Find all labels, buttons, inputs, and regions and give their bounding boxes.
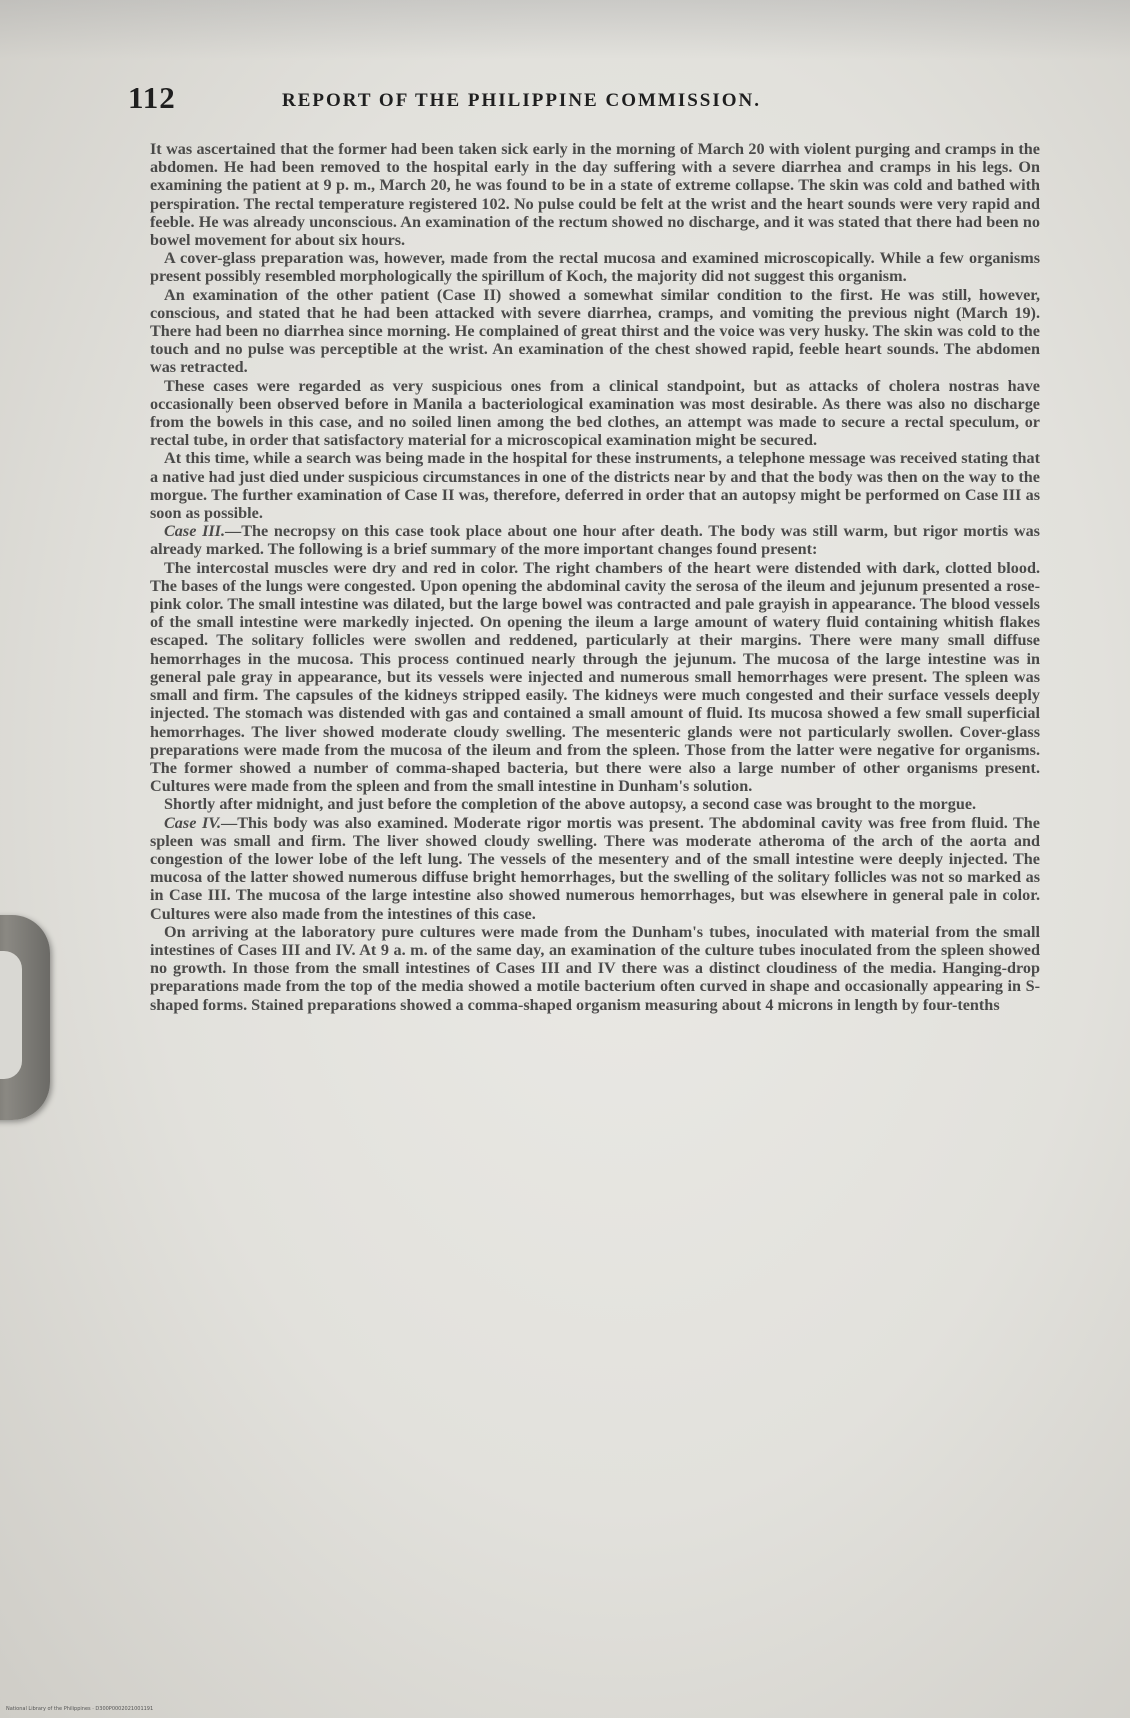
paragraph bbox=[150, 522, 1040, 558]
page-header bbox=[128, 80, 948, 120]
paragraph-text: At this time, while a search was being made in the hospital for these instruments, a telephone message was received stating that a native had just died under suspicious circumstances in one of the districts near by and that the body was then on the way to the morgue. The further examination of Case II was, therefore, deferred in order that an autopsy might be performed on Case III as soon as possible. bbox=[150, 449, 1040, 523]
paragraph-text: A cover-glass preparation was, however, made from the rectal mucosa and examined microscopically. While a few organisms present possibly resembled morphologically the spirillum of Koch, the majority did not suggest this organism. bbox=[150, 249, 1040, 286]
paragraph bbox=[150, 249, 1040, 285]
paragraph-text: The intercostal muscles were dry and red in color. The right chambers of the heart were distended with dark, clotted blood. The bases of the lungs were congested. Upon opening the abdominal cavity the serosa of the ileum and jejunum presented a rose-pink color. The small intestine was dilated, but the large bowel was contracted and pale grayish in appearance. The blood vessels of the small intestine were markedly injected. On opening the ileum a large amount of watery fluid containing whitish flakes escaped. The solitary follicles were swollen and reddened, particularly at their margins. There were many small diffuse hemorrhages in the mucosa. This process continued nearly through the jejunum. The mucosa of the large intestine was in general pale gray in appearance, but its vessels were injected and numerous small hemorrhages were present. The spleen was small and firm. The capsules of the kidneys stripped easily. The kidneys were much congested and their surface vessels deeply injected. The stomach was distended with gas and contained a small amount of fluid. Its mucosa showed a few small superficial hemorrhages. The liver showed moderate cloudy swelling. The mesenteric glands were not particularly swollen. Cover-glass preparations were made from the mucosa of the ileum and from the spleen. Those from the latter were negative for organisms. The former showed a number of comma-shaped bacteria, but there were also a large number of other organisms present. Cultures were made from the spleen and from the small intestine in Dunham's solution. bbox=[150, 558, 1040, 796]
scan-shadow bbox=[0, 0, 1130, 60]
paragraph bbox=[150, 559, 1040, 796]
paragraph bbox=[150, 923, 1040, 1014]
paragraph-text: —This body was also examined. Moderate rigor mortis was present. The abdominal cavity was free from fluid. The spleen was small and firm. The liver showed cloudy swelling. There was moderate atheroma of the arch of the aorta and congestion of the lower lobe of the left lung. The vessels of the mesentery and of the small intestine were deeply injected. The mucosa of the latter showed numerous diffuse bright hemorrhages, but the swelling of the solitary follicles was not so marked as in Case III. The mucosa of the large intestine also showed numerous hemorrhages, but was elsewhere in general pale in color. Cultures were also made from the intestines of this case. bbox=[150, 813, 1040, 923]
body-text bbox=[150, 140, 1040, 1014]
paragraph-text: On arriving at the laboratory pure cultures were made from the Dunham's tubes, inoculated with material from the small intestines of Cases III and IV. At 9 a. m. of the same day, an examination of the culture tubes inoculated from the spleen showed no growth. In those from the small intestines of Cases III and IV there was a distinct cloudiness of the media. Hanging-drop preparations made from the top of the media showed a motile bacterium often curved in shape and occasionally appearing in S-shaped forms. Stained preparations showed a comma-shaped organism measuring about 4 microns in length by four-tenths bbox=[150, 922, 1040, 1014]
case-label: Case III. bbox=[164, 522, 226, 541]
paragraph bbox=[150, 814, 1040, 923]
paragraph bbox=[150, 286, 1040, 377]
paragraph bbox=[150, 449, 1040, 522]
paragraph-text: Shortly after midnight, and just before the completion of the above autopsy, a second case was brought to the morgue. bbox=[164, 795, 977, 814]
paragraph bbox=[150, 795, 1040, 813]
paragraph-text: It was ascertained that the former had been taken sick early in the morning of March 20 with violent purging and cramps in the abdomen. He had been removed to the hospital early in the day suffering with a severe diarrhea and cramps in his legs. On examining the patient at 9 p. m., March 20, he was found to be in a state of extreme collapse. The skin was cold and bathed with perspiration. The rectal temperature registered 102. No pulse could be felt at the wrist and the heart sounds were very rapid and feeble. He was already unconscious. An examination of the rectum showed no discharge, and it was stated that there had been no bowel movement for about six hours. bbox=[150, 140, 1040, 250]
paragraph bbox=[150, 140, 1040, 249]
binding-clip-image bbox=[0, 915, 50, 1120]
paragraph bbox=[150, 377, 1040, 450]
scan-credit: National Library of the Philippines · D300P0002021001191 bbox=[6, 1706, 154, 1712]
paragraph-text: These cases were regarded as very suspicious ones from a clinical standpoint, but as attacks of cholera nostras have occasionally been observed before in Manila a bacteriological examination was most desirable. As there was also no discharge from the bowels in this case, and no soiled linen among the bed clothes, an attempt was made to secure a rectal speculum, or rectal tube, in order that satisfactory material for a microscopical examination might be secured. bbox=[150, 376, 1040, 450]
paragraph-text: An examination of the other patient (Case II) showed a somewhat similar condition to the first. He was still, however, conscious, and stated that he had been attacked with severe diarrhea, cramps, and vomiting the previous night (March 19). There had been no diarrhea since morning. He complained of great thirst and the voice was very husky. The skin was cold to the touch and no pulse was perceptible at the wrist. An examination of the chest showed rapid, feeble heart sounds. The abdomen was retracted. bbox=[150, 285, 1040, 377]
case-label: Case IV. bbox=[164, 813, 221, 832]
page-number: 112 bbox=[128, 80, 176, 115]
running-head: REPORT OF THE PHILIPPINE COMMISSION. bbox=[282, 90, 762, 111]
paragraph-text: —The necropsy on this case took place about one hour after death. The body was still warm, but rigor mortis was already marked. The following is a brief summary of the more important changes found present: bbox=[150, 522, 1040, 559]
